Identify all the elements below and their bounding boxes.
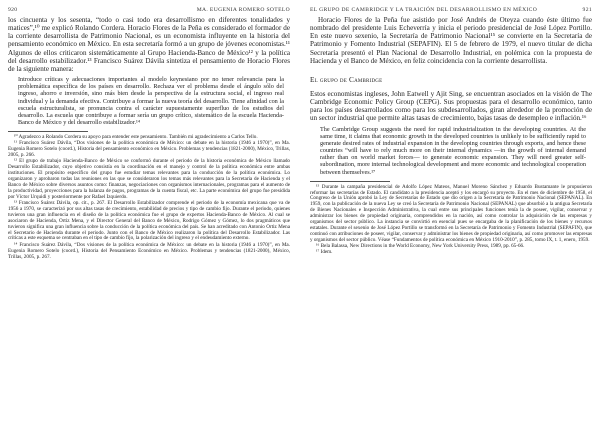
footnote: ¹⁴ Francisco Suárez Dávila, “Dos visiones de la política económica de México: un debate en la historia (1946 a 1970)”, en Ma. Eugenia Romero Sotelo (coord.), Historia del Pensamiento Económico en México. Problemas y tendencias (1821-2000), México, Trillas, 2005, p. 267.: [8, 241, 290, 260]
footnote: ¹⁶ Bela Balassa, New Directions in the World Economy, New York University Press, 1989, pp. 65-66.: [316, 243, 525, 250]
footnote: ¹¹ Francisco Suárez Dávila, “Dos visiones de la política económica de México: un debate en la historia (1946 a 1970)”, en Ma. Eugenia Romero Sotelo (coord.), Historia del pensamiento económico en México. Problemas y tendencias (1821-2000), México, Trillas, 2005, p. 266.: [8, 140, 290, 159]
footnote: ¹⁷ Idem.: [316, 249, 333, 256]
left-block-quote: Introduce críticas y adecuaciones importantes al modelo keynesiano por no tener relevancia para la problemática específica de los países en desarrollo. Rechaza ver el problema desde el ángulo sólo del ingreso, ahorro e inversión, sino más bien desde la perspectiva de la estructura social, el ingreso real individual y la demanda efectiva. Contribuye a formar la nueva teoría del desarrollo. Tiene afinidad con la escuela estructuralista, se pronuncia contra el carácter supuestamente superfluo de los estudios del desarrollo. La escuela que contribuye a formar sería un grupo crítico, sistemático de la escuela Hacienda-Banco de México y del desarrollo estabilizador.¹⁴: [18, 76, 284, 127]
footnote: ¹⁰ Agradezco a Rolando Cordera su apoyo para entender este pensamiento. También mi agradecimiento a Carlos Tello.: [14, 134, 258, 141]
section-body-paragraph: Estos economistas ingleses, John Eatwell y Ajit Sing, se encuentran asociados en la visión de The Cambridge Economic Policy Group (CEPG). Sus propuestas para el desarrollo económico, tanto para los países desarrollados como para los subdesarrollados, giran alrededor de la promoción de un sector industrial que permite altas tasas de crecimiento, bajas tasas de desempleo e inflación.¹⁶: [310, 89, 592, 123]
right-block-quote: The Cambridge Group suggests the need for rapid industrialization in the developing countries. At the same time, it claims that economic growth in the developed countries is unlikely to be sufficiently rapid to generate desired rates of industrial expansion in the developing countries through exports, and hence these countries “will have to rely much more on their internal dynamics —in the growth of internal demand rather than on world market forces— to generate economic expansion. They will need greater self-subordination, more internal technological development and more economic and technological cooperation between themselves.¹⁷: [320, 125, 586, 176]
right-running-head: EL GRUPO DE CAMBRIDGE Y LA TRAICIÓN DEL DESARROLLISMO EN MÉXICO: [310, 7, 538, 13]
right-running-header: [310, 4, 592, 16]
left-body-paragraph: los cincuenta y los sesenta, “todo o casi todo era desarrollismo en diferentes tonalidades y matices”,¹⁰ me explicó Rolando Cordera. Horacio Flores de la Peña es considerado el formador de la corriente desarrollista de Patrimonio Nacional, es un economista influyente en la historia del pensamiento económico en México. En esta secretaría formó a un grupo de jóvenes economistas.¹¹ Algunos de ellos criticaron sistemáticamente al Grupo Hacienda-Banco de México¹² y la política del desarrollo estabilizador.¹³ Francisco Suárez Dávila sintetiza el pensamiento de Horacio Flores de la siguiente manera:: [8, 16, 290, 73]
right-page-number: 921: [582, 7, 592, 13]
left-footnotes: [8, 135, 290, 260]
right-page: [310, 0, 592, 431]
right-body-paragraph: Horacio Flores de la Peña fue asistido por José Andrés de Oteyza cuando éste último fue nombrado del presidente Luis Echeverría y inicia el periodo presidencial de José López Portillo. En este nuevo sexenio, la Secretaría de Patrimonio Nacional¹⁵ se convierte en la Secretaría de Patrimonio y Fomento Industrial (SEPAFIN). El 5 de febrero de 1979, el nuevo titular de dicha Secretaría presentó el Plan Nacional de Desarrollo Industrial, en polémica con la propuesta de Hacienda y el Banco de México, en feliz coincidencia con la corriente desarrollista.: [310, 16, 592, 65]
left-page-number: 920: [8, 7, 18, 13]
section-heading: El grupo de Cambridge: [310, 74, 383, 84]
left-running-head: MA. EUGENIA ROMERO SOTELO: [196, 7, 290, 13]
left-running-header: [8, 4, 290, 16]
footnote-divider: [310, 181, 390, 182]
footnote: ¹³ Francisco Suárez Dávila, op. cit., p. 267. El Desarrollo Estabilizador comprende el periodo de la economía mexicana que va de 1956 a 1970, se caracterizó por sus altas tasas de crecimiento, estabilidad de precios y tipo de cambio fijo. Durante el periodo, quienes tuvieron una gran influencia en el diseño de la política económica fue el grupo de expertos Hacienda-Banco de México. Al cual se asociaron de Hacienda, Ortiz Mena, y el Director General del Banco de México, Rodrigo Gómez y Gómez, lo dos pragmáticos que tuvieron significa una gran influencia sobre la conducción de la política económica del país. Se han acreditado con Antonio Ortiz Mena el Secretario de Hacienda durante el periodo. Junto con el Banco de México realizaron la política del Desarrollo Estabilizador. Las críticas a este esquema se centraban en el tipo de cambio fijo, la polarización del ingreso y el endeudamiento externo.: [8, 200, 290, 242]
left-page: [8, 0, 290, 431]
footnote: ¹⁵ Durante la campaña presidencial de Adolfo López Mateos, Manuel Moreno Sánchez y Eduardo Bustamante le propusieron reformar las secretarías de Estado. El candidato a la presidencia aceptó y los encargó su proyecto. En el mes de diciembre de 1958, el Congreso de la Unión aprobó la Ley de Secretarías de Estado que dio origen a la Secretaría de Patrimonio Nacional (SEPANAL). En 1959, con la publicación de la nueva Ley se creó la Secretaría de Patrimonio Nacional (SEPANAL) que absorbió a la antigua Secretaría de Bienes Nacionales e Inspección Administrativa, la cual entre sus principales funciones tenía la de poseer, vigilar, conservar y administrar los bienes de propiedad originaria, comprendidos en la nación, así como controlar la adquisición de las empresas y organismos del sector público. La instancia se convirtió en esencial pues se encargaba de la planificación de los bienes y recursos estatales. Durante el sexenio de José López Portillo se transformó en la Secretaría de Patrimonio y Fomento Industrial (SEPAFIN), que continuó con atribuciones de poseer, vigilar, conservar y administrar los bienes de propiedad originaria, así como promover las empresas y organismos del sector público. Véase “Fundamentos de política económica en México 1910-2010”, p. 285, tomo IX, t. 1, enero, 1959.: [310, 183, 592, 243]
right-footnotes: [310, 185, 592, 256]
footnote: ¹² El grupo de trabajo Hacienda-Banco de México se conformó durante el periodo de la historia económica de México llamado Desarrollo Estabilizador, cuyo objetivo consistía en la coordinación en el manejo y control de la política económica entre ambas instituciones. El propósito específico del grupo fue estudiar temas relevantes para la conducción de la política económica. Lo organizaron y aprobaron todas las reuniones en las que se consideraron los temas más relevantes para la Secretaría de Hacienda y el Banco de México sobre diversos asuntos como: finanzas, negociaciones con organismos internacionales, programas para el aumento de la productividad, proyecciones para la balanza de pagos, programas de la cuenta fiscal, etc. La parte económica del grupo fue presidida por Víctor Urquidi y posteriormente por Rafael Izquierdo.: [8, 158, 290, 200]
footnote-divider: [8, 131, 88, 132]
